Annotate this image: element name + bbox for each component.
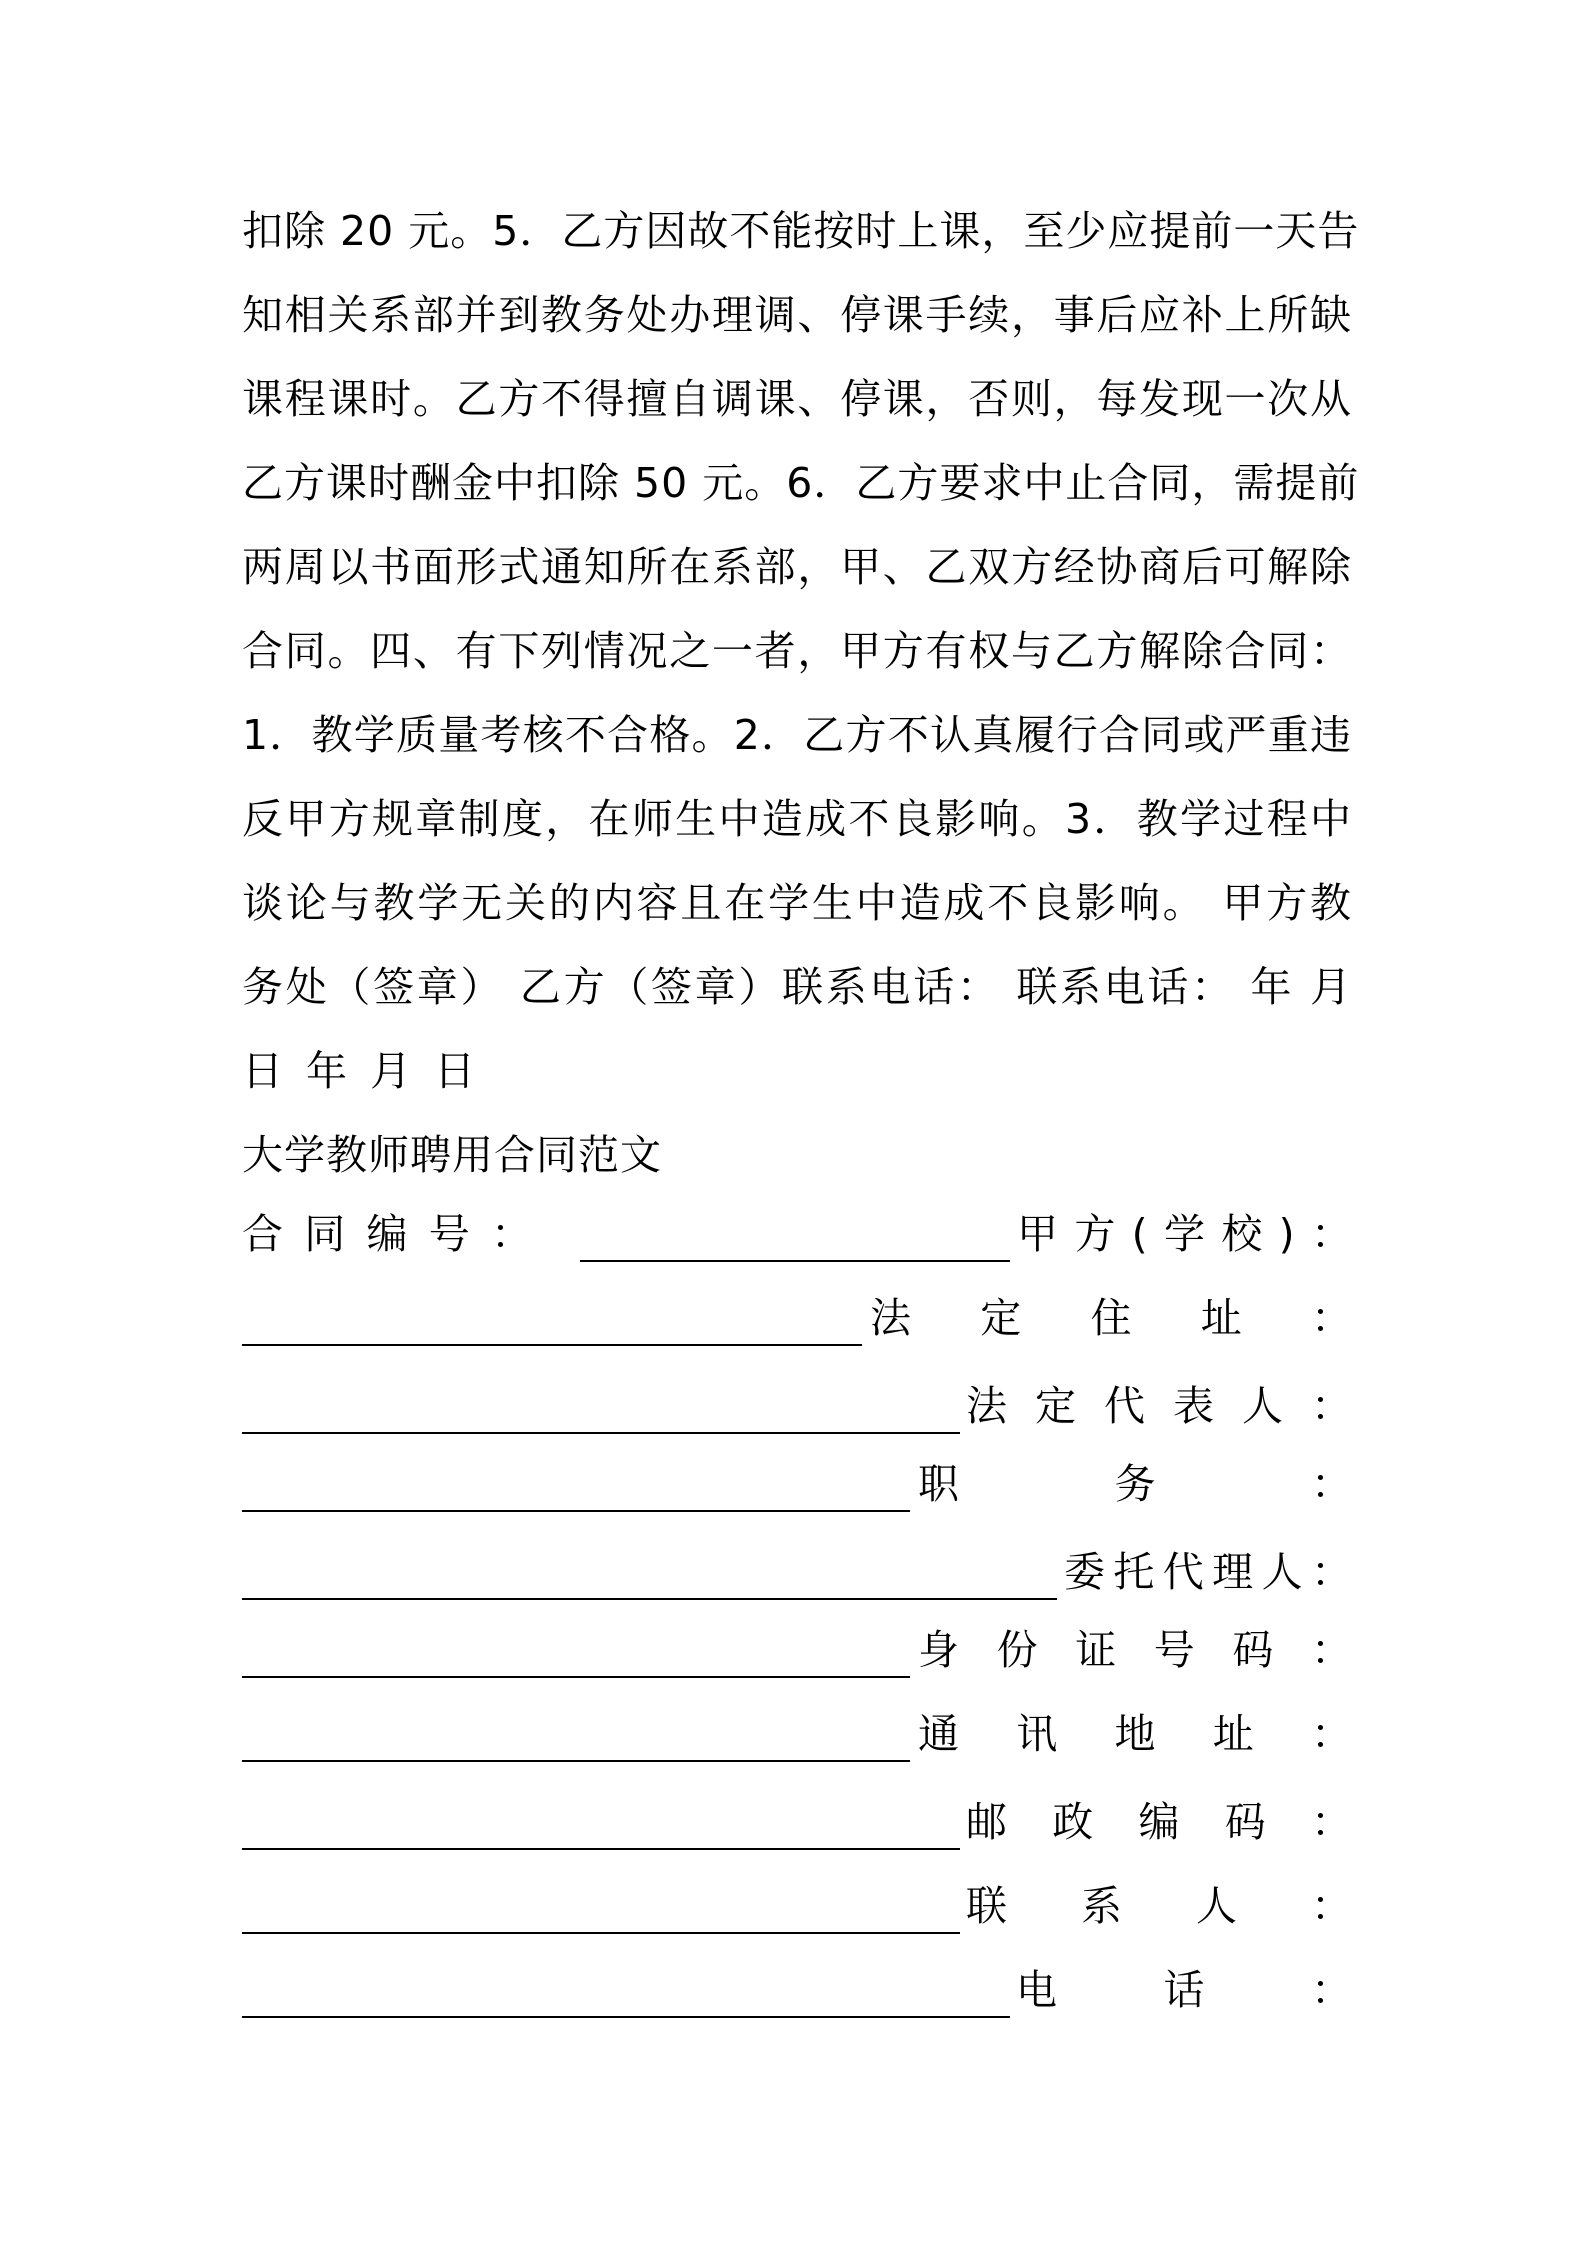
party-a-blank[interactable] [242,1290,862,1346]
paragraph-line-3: 课程课时。乙方不得擅自调课、停课，否则，每发现一次从 [242,375,1352,423]
paragraph-line-7: 1．教学质量考核不合格。2．乙方不认真履行合同或严重违 [242,711,1352,759]
id-number-blank[interactable] [242,1706,910,1762]
field-label-contact: 联 系 人 ： [966,1882,1352,1930]
field-label-address: 法 定 住 址 ： [870,1294,1352,1342]
postcode-blank[interactable] [242,1878,960,1934]
paragraph-line-2: 知相关系部并到教务处办理调、停课手续，事后应补上所缺 [242,291,1352,339]
field-row-position [242,1456,1352,1512]
paragraph-line-8: 反甲方规章制度，在师生中造成不良影响。3．教学过程中 [242,795,1352,843]
field-row-agent [242,1544,1352,1600]
mail-address-blank[interactable] [242,1794,960,1850]
document-title: 大学教师聘用合同范文 [242,1131,662,1179]
field-row-id-number [242,1622,1352,1678]
paragraph-line-1: 扣除 20 元。5．乙方因故不能按时上课，至少应提前一天告 [242,207,1360,255]
position-blank[interactable] [242,1544,1057,1600]
field-row-address [242,1290,1352,1346]
field-label-position: 职 务 ： [918,1460,1352,1508]
address-blank[interactable] [242,1378,960,1434]
field-label-legal-rep: 法 定 代 表 人 ： [966,1382,1352,1430]
legal-rep-blank[interactable] [242,1456,910,1512]
field-label-mail-address: 通 讯 地 址 ： [918,1710,1352,1758]
agent-blank[interactable] [242,1622,910,1678]
field-label-phone: 电 话 ： [1016,1966,1352,2014]
paragraph-line-9: 谈论与教学无关的内容且在学生中造成不良影响。 甲方教 [242,879,1352,927]
party-a-label: 甲 方 ( 学 校 ) ： [1017,1210,1352,1258]
field-row-postcode [242,1794,1352,1850]
contact-blank[interactable] [242,1962,1010,2018]
contract-number-blank[interactable] [580,1206,1010,1262]
field-label-agent: 委 托 代 理 人 ： [1064,1548,1352,1596]
paragraph-line-6: 合同。四、有下列情况之一者，甲方有权与乙方解除合同： [242,627,1352,675]
paragraph-line-11: 日 年 月 日 [242,1047,477,1095]
contract-number-row [242,1206,1352,1262]
field-label-id-number: 身 份 证 号 码 ： [918,1626,1352,1674]
contract-number-label: 合 同 编 号 ： [242,1210,532,1258]
paragraph-line-5: 两周以书面形式通知所在系部，甲、乙双方经协商后可解除 [242,543,1352,591]
field-label-postcode: 邮 政 编 码 ： [966,1798,1352,1846]
field-row-contact [242,1878,1352,1934]
paragraph-line-4: 乙方课时酬金中扣除 50 元。6．乙方要求中止合同，需提前 [242,459,1360,507]
field-row-mail-address [242,1706,1352,1762]
paragraph-line-10: 务处（签章） 乙方（签章）联系电话： 联系电话： 年 月 [242,963,1352,1011]
field-row-phone [242,1962,1352,2018]
field-row-legal-rep [242,1378,1352,1434]
